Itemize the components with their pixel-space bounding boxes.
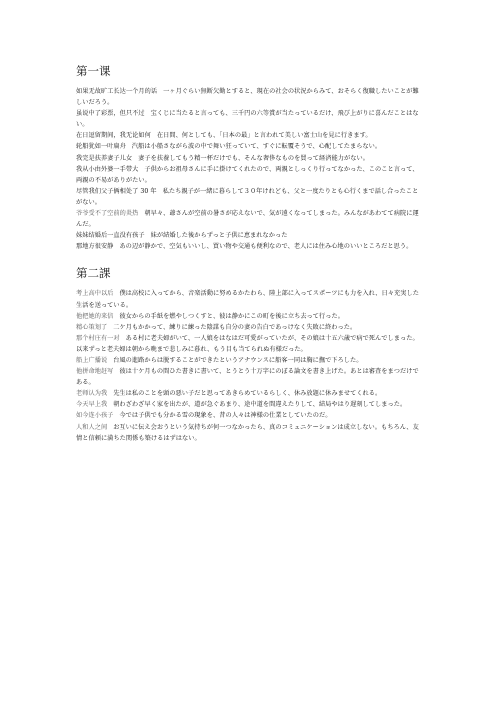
chinese-sentence: 精心策划了 xyxy=(76,323,108,331)
japanese-translation: ある村に老夫婦がいて、一人娘をはなはだ可愛がっていたが、その娘は十五六歳で病で死んでしまった。以来ずっと老夫婦は朝から晩まで悲しみに暮れ、もう目も当てられぬ有様だった。 xyxy=(76,334,419,353)
lesson-1-entries xyxy=(76,86,424,252)
chinese-sentence: 在日逗留期间，我无论如何 xyxy=(76,132,151,140)
lesson-2-title: 第二課 xyxy=(76,266,111,281)
entry xyxy=(76,186,424,208)
japanese-translation: 僕は高校に入ってから、音楽活動に努めるかたわら、陸上部に入ってスポーツにも力を入れ、日々充実した生活を送っている。 xyxy=(76,290,419,309)
document-page xyxy=(76,64,424,444)
japanese-translation: 先生は私のことを頭の悪い子だと思ってあきらめているらしく、休み放題に休みませてくれる。 xyxy=(113,390,382,398)
japanese-translation: 二ケ月もかかって、練りに練った陰謀も自分の妻の告白であっけなく失敗に終わった。 xyxy=(113,323,357,331)
entry xyxy=(76,422,424,444)
japanese-translation: 今では子供でも分かる雪の現象を、昔の人々は神様の仕業としていたのだ。 xyxy=(119,412,332,420)
entry xyxy=(76,322,424,333)
japanese-translation: 彼女からの手紙を燃やしつくすと、彼は静かにこの町を後に立ち去って行った。 xyxy=(119,312,344,320)
japanese-translation: 私たち親子が一緒に暮らして３０年けれども、父と一度たりとも心行くまで話し合ったことがない。 xyxy=(76,187,419,206)
chinese-sentence: 考上高中以后 xyxy=(76,290,114,298)
entry xyxy=(76,86,424,108)
japanese-translation: お互いに伝え会おうという気持ちが何一つなかったら、真のコミュニケーションは成立しない。もちろん、友情と信頼に満ちた関係も築けるはずはない。 xyxy=(76,423,419,442)
entry xyxy=(76,108,424,130)
japanese-translation: 一ヶ月ぐらい無断欠勤とすると、現在の社会の状況からみて、おそらく復職したいことが難しいだろう。 xyxy=(76,88,419,107)
chinese-sentence: 那地方很安静 xyxy=(76,243,114,251)
chinese-sentence: 船上广播说 xyxy=(76,356,108,364)
lesson-1-title: 第一课 xyxy=(76,64,111,78)
chinese-sentence: 他拼命地赶写 xyxy=(76,368,114,376)
entry xyxy=(76,141,424,152)
entry xyxy=(76,241,424,252)
entry xyxy=(76,410,424,421)
entry xyxy=(76,311,424,322)
entry xyxy=(76,366,424,388)
chinese-sentence: 今天早上我 xyxy=(76,401,108,409)
chinese-sentence: 我完是扶养妻子儿女 xyxy=(76,154,133,162)
japanese-translation: 台風の進路からは脱することができたというアナウンスに船客一同は胸に撫で下ろした。 xyxy=(113,356,363,364)
chinese-sentence: 他把她的来信 xyxy=(76,312,114,320)
chinese-sentence: 轮船犹如一叶扁舟 xyxy=(76,143,126,151)
chinese-sentence: 人和人之间 xyxy=(76,423,108,431)
entry xyxy=(76,355,424,366)
chinese-sentence: 如今连小孩子 xyxy=(76,412,114,420)
chinese-sentence: 妹妹结婚后一直没有孩子 xyxy=(76,232,145,240)
japanese-translation: 朝早々、爺さんが空前の暑さが応えないで、気が遠くなってしまった。みんながあわてて病院に運んだ。 xyxy=(76,210,419,229)
japanese-translation: 子供からお祖母さんに手に掛けてくれたので、両親としっくり行ってなかった、このこと言って、両親の不易がありがたい。 xyxy=(76,165,419,184)
entry xyxy=(76,230,424,241)
chinese-sentence: 尽管我们父子俩相处了 30 年 xyxy=(76,187,157,195)
chinese-sentence: 爷爷受不了空前的炎热 xyxy=(76,210,139,218)
japanese-translation: 妻子を扶養してもう精一杯だけでも、そんな奢侈なものを買って経済能力がない。 xyxy=(138,154,369,162)
japanese-translation: あの辺が静かで、空気もいいし、買い物や交通も便利なので、老人には住み心地のいいところだと思う。 xyxy=(119,243,413,251)
lesson-2-entries xyxy=(76,288,424,443)
japanese-translation: 在日間、何としても、「日本の最」と言われて美しい富士山を見に行きます。 xyxy=(156,132,372,140)
chinese-sentence: 老师认为我 xyxy=(76,390,108,398)
chinese-sentence: 如果无故旷工长达一个月的话 xyxy=(76,88,158,95)
japanese-translation: 妹が結婚した後からずっと子供に恵まれなかった xyxy=(150,232,288,240)
entry xyxy=(76,130,424,141)
chinese-sentence: 虽说中了彩票，但只不过 xyxy=(76,110,145,118)
japanese-translation: 宝くじに当たると言っても、三千円の六等賞が当たっているだけ、飛び上がりに喜んだことはない。 xyxy=(76,110,419,129)
chinese-sentence: 那个村庄有一对 xyxy=(76,334,120,342)
entry xyxy=(76,333,424,355)
japanese-translation: 朝わざわざ早く家を出たが、道が急ぐあまり、途中道を間違えたりして、結局やはり遅刻してしまった。 xyxy=(113,401,407,409)
entry xyxy=(76,208,424,230)
japanese-translation: 彼は十ケ月もの間ひた書きに書いて、とうとう十万字にのぼる論文を書き上げた。あとは審査をまつだけである。 xyxy=(76,368,419,387)
chinese-sentence: 我从小由外婆一手带大 xyxy=(76,165,139,173)
entry xyxy=(76,288,424,310)
entry xyxy=(76,164,424,186)
entry xyxy=(76,153,424,164)
japanese-translation: 汽船は小船さながら波の中で舞い狂っていて、すぐに転覆そうで、心配してたまらない。 xyxy=(131,143,382,151)
entry xyxy=(76,388,424,399)
entry xyxy=(76,399,424,410)
